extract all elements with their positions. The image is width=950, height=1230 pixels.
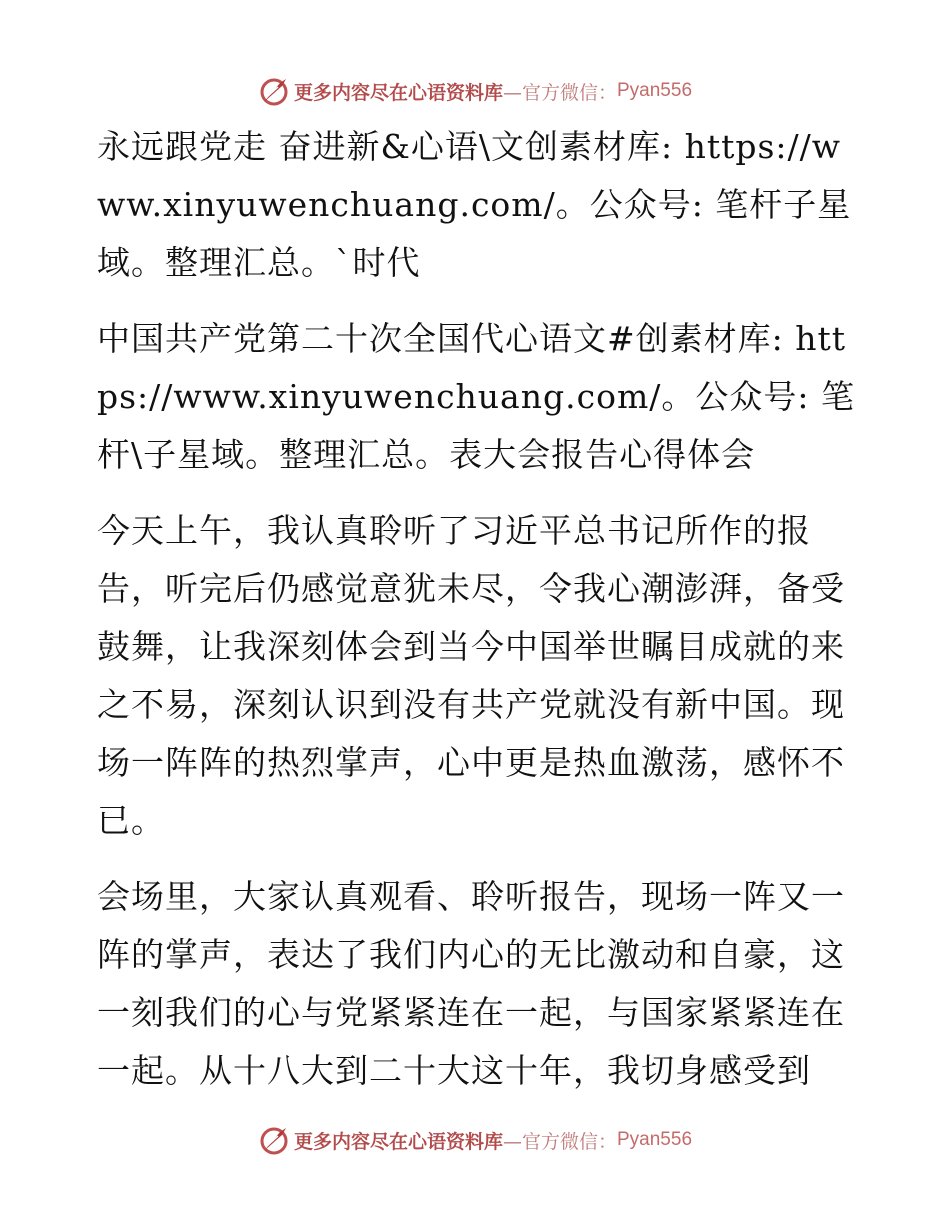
banner-main-text: 更多内容尽在心语资料库 — [293, 1130, 503, 1153]
paragraph-title: 永远跟党走 奋进新&心语\文创素材库: https://www.xinyuwenchuang.com/。公众号: 笔杆子星域。整理汇总。`时代 — [97, 127, 852, 282]
banner-handle-text: Pyan556 — [617, 1129, 693, 1150]
footer-watermark-banner — [0, 1120, 950, 1160]
banner-main-text: 更多内容尽在心语资料库 — [293, 81, 503, 104]
paragraph-body-2: 会场里，大家认真观看、聆听报告，现场一阵又一阵的掌声，表达了我们内心的无比激动和自豪，这一刻我们的心与党紧紧连在一起，与国家紧紧连在一起。从十八大到二十大这十年，我切身感受到 — [97, 877, 845, 1090]
header-watermark-banner — [0, 71, 950, 111]
quill-logo-icon — [258, 75, 290, 107]
paragraph-body-1: 今天上午，我认真聆听了习近平总书记所作的报告，听完后仍感觉意犹未尽，令我心潮澎湃，备受鼓舞，让我深刻体会到当今中国举世瞩目成就的来之不易，深刻认识到没有共产党就没有新中国。现场一阵阵的热烈掌声，心中更是热血激荡，感怀不已。 — [97, 511, 845, 840]
document-body — [97, 118, 857, 1118]
banner-handle-text: Pyan556 — [617, 80, 693, 101]
banner-official-text: —官方微信： — [502, 1130, 617, 1153]
quill-logo-icon — [258, 1124, 290, 1156]
paragraph-subtitle: 中国共产党第二十次全国代心语文#创素材库: https://www.xinyuwenchuang.com/。公众号: 笔杆\子星域。整理汇总。表大会报告心得体会 — [97, 319, 855, 474]
banner-official-text: —官方微信： — [502, 81, 617, 104]
